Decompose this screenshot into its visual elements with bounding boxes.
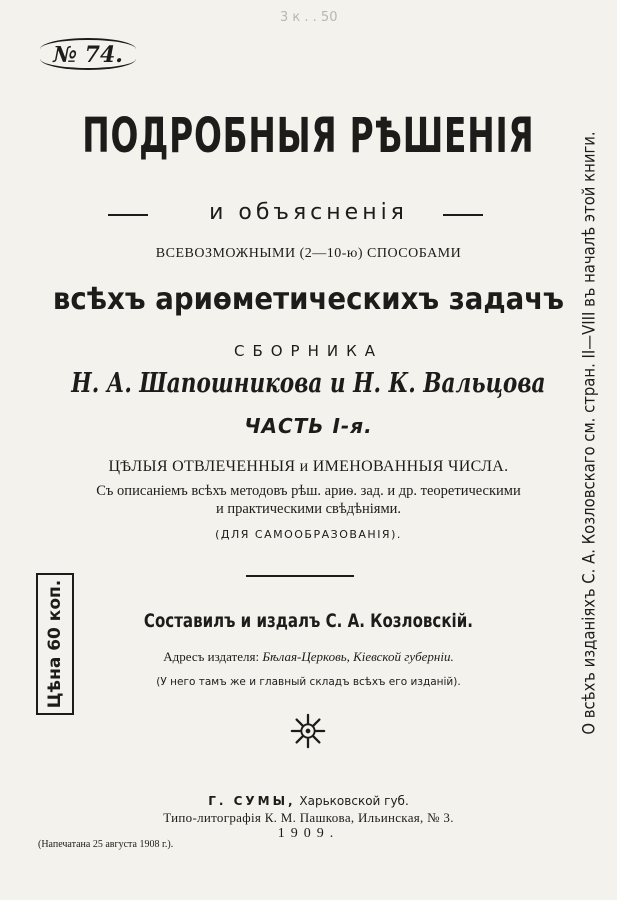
- address-label: Адресъ издателя:: [163, 649, 260, 664]
- number-underline-mark: [40, 38, 136, 70]
- price-box: [36, 573, 74, 715]
- depot-note: (У него тамъ же и главный складъ всѣхъ его изданій).: [156, 676, 461, 688]
- ornament-icon: [289, 712, 327, 750]
- compiled-by: Составилъ и издалъ С. А. Козловскій.: [143, 610, 473, 632]
- issue-number-text: № 74.: [53, 42, 123, 68]
- year: 1909.: [277, 826, 340, 841]
- divider-rule: [246, 575, 354, 577]
- self-education-note: (ДЛЯ САМООБРАЗОВАНІЯ).: [215, 528, 402, 541]
- numbers-line: ЦѢЛЫЯ ОТВЛЕЧЕННЫЯ и ИМЕНОВАННЫЯ ЧИСЛА.: [108, 458, 509, 475]
- city-line: [0, 792, 617, 810]
- publisher-address: [0, 648, 617, 666]
- printed-date: (Напечатана 25 августа 1908 г.).: [38, 839, 174, 850]
- city-region: Харьковской губ.: [299, 794, 409, 808]
- tasks-heading: всѣхъ ариѳметическихъ задачъ: [52, 282, 565, 317]
- subtitle: и объясненія: [209, 200, 408, 225]
- pencil-note: 3 к . . 50: [280, 10, 338, 25]
- side-note: О всѣхъ изданіяхъ С. А. Козловскаго см. стран. II—VIII въ началѣ этой книги.: [580, 131, 599, 735]
- address-place: Бѣлая-Церковь, Кіевской губерніи.: [262, 649, 454, 664]
- authors-line: Н. А. Шапошникова и Н. К. Вальцова: [71, 368, 546, 399]
- main-title: ПОДРОБНЫЯ РѢШЕНІЯ: [82, 108, 535, 164]
- methods-line: ВСЕВОЗМОЖНЫМИ (2—10-ю) СПОСОБАМИ: [155, 246, 462, 261]
- printer-line: Типо-литографія К. М. Пашкова, Ильинская, № 3.: [163, 810, 454, 825]
- city-name: Г. СУМЫ,: [208, 794, 296, 808]
- issue-number: [38, 40, 138, 70]
- collection-label: СБОРНИКА: [233, 342, 384, 360]
- description-line-2: и практическими свѣдѣніями.: [215, 501, 402, 517]
- part-label: ЧАСТЬ І-я.: [244, 414, 373, 438]
- subtitle-dash-right: [443, 214, 483, 216]
- price-label: Цѣна 60 коп.: [45, 579, 66, 709]
- description-line-1: Съ описаніемъ всѣхъ методовъ рѣш. ариѳ. зад. и др. теоретическими: [96, 483, 521, 499]
- side-note-strip: [573, 38, 607, 828]
